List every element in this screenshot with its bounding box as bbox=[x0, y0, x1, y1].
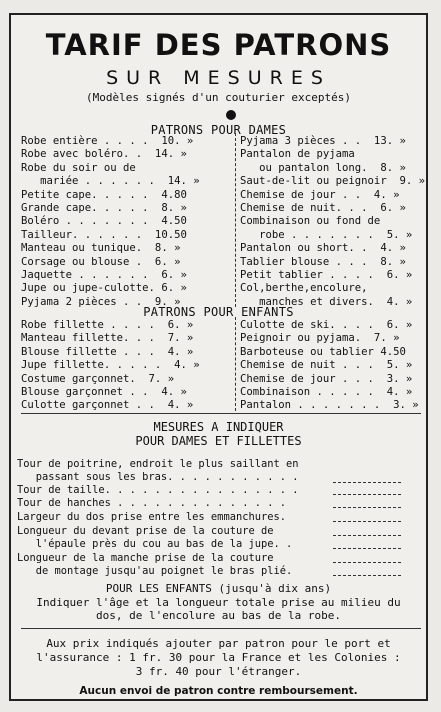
price-row: Petit tablier . . . . 6. » bbox=[240, 269, 413, 281]
page-subtitle: SUR MESURES bbox=[106, 67, 331, 89]
price-row: Robe du soir ou de bbox=[21, 161, 136, 174]
price-row: Combinaison . . . . . 4. » bbox=[240, 386, 413, 398]
port-text-1: Aux prix indiqués ajouter par patron pour le port et bbox=[46, 637, 391, 650]
measure-blank-line bbox=[333, 507, 401, 508]
price-row: Manteau fillette. . . 7. » bbox=[21, 332, 194, 345]
price-row: Saut-de-lit ou peignoir 9. » bbox=[240, 175, 425, 188]
tarif-frame bbox=[9, 13, 428, 701]
price-row: Jaquette . . . . . . 6. » bbox=[21, 269, 187, 281]
remboursement-note: Aucun envoi de patron contre remboursement. bbox=[79, 685, 358, 697]
price-row: Culotte garçonnet . . 4. » bbox=[21, 399, 194, 412]
measure-blank-line bbox=[333, 548, 401, 549]
mesure-line: Largeur du dos prise entre les emmanchures. bbox=[17, 511, 286, 523]
price-row: Pantalon ou short. . 4. » bbox=[240, 242, 406, 255]
price-row: Corsage ou blouse . 6. » bbox=[21, 255, 181, 268]
mesure-line: Tour de hanches . . . . . . . . . . . . . . bbox=[17, 497, 286, 509]
enfants-mesures-text-1: Indiquer l'âge et la longueur totale prise au milieu du bbox=[36, 596, 401, 609]
price-row: Blouse garçonnet . . 4. » bbox=[21, 386, 187, 398]
price-row: Jupe fillette. . . . . 4. » bbox=[21, 359, 200, 372]
price-row: Pyjama 2 pièces . . 9. » bbox=[21, 295, 181, 308]
section-divider bbox=[21, 413, 421, 414]
column-divider bbox=[235, 133, 236, 307]
mesure-line: Tour de taille. . . . . . . . . . . . . . . . bbox=[17, 484, 299, 496]
enfants-mesures-text-2: dos, de l'encolure au bas de la robe. bbox=[95, 609, 342, 622]
measure-blank-line bbox=[333, 494, 401, 495]
price-row: Chemise de jour . . 4. » bbox=[240, 188, 400, 201]
exception-note: (Modèles signés d'un couturier exceptés) bbox=[86, 91, 351, 104]
price-row: Robe avec boléro. . 14. » bbox=[21, 148, 187, 161]
mesure-line: passant sous les bras. . . . . . . . . . . bbox=[17, 471, 299, 483]
section-divider bbox=[21, 628, 421, 629]
price-row: Culotte de ski. . . . 6. » bbox=[240, 319, 413, 331]
measure-blank-line bbox=[333, 535, 401, 536]
mesures-heading: MESURES A INDIQUER bbox=[153, 420, 284, 434]
price-row: Tablier blouse . . . 8. » bbox=[240, 255, 406, 268]
mesure-line: Longueur du devant prise de la couture de bbox=[17, 525, 274, 537]
price-row: Col,berthe,encolure, bbox=[240, 282, 368, 295]
price-row: Grande cape. . . . . 8. » bbox=[21, 202, 187, 214]
enfants-mesures-heading: POUR LES ENFANTS (jusqu'à dix ans) bbox=[105, 582, 332, 595]
price-row: Petite cape. . . . . 4.80 bbox=[21, 188, 187, 201]
mesure-line: Longueur de la manche prise de la couture bbox=[17, 552, 274, 564]
price-row: Boléro . . . . . . . 4.50 bbox=[21, 215, 187, 228]
mesure-line: de montage jusqu'au poignet le bras plié. bbox=[17, 565, 293, 577]
bullet-dot-icon bbox=[226, 110, 236, 120]
price-row: manches et divers. 4. » bbox=[240, 295, 413, 308]
price-row: Blouse fillette . . . 4. » bbox=[21, 345, 194, 358]
price-row: mariée . . . . . . 14. » bbox=[21, 175, 200, 188]
port-text-3: 3 fr. 40 pour l'étranger. bbox=[135, 665, 302, 678]
price-row: Tailleur. . . . . . 10.50 bbox=[21, 228, 187, 241]
section-heading-enfants: PATRONS POUR ENFANTS bbox=[143, 305, 294, 319]
measure-blank-line bbox=[333, 521, 401, 522]
measure-blank-line bbox=[333, 482, 401, 483]
price-row: ou pantalon long. 8. » bbox=[240, 161, 406, 174]
mesure-line: l'épaule près du cou au bas de la jupe. . bbox=[17, 538, 293, 550]
price-row: Chemise de nuit . . . 5. » bbox=[240, 359, 413, 372]
page-title: TARIF DES PATRONS bbox=[45, 28, 392, 62]
measure-blank-line bbox=[333, 575, 401, 576]
port-text-2: l'assurance : 1 fr. 30 pour la France et les Colonies : bbox=[36, 651, 401, 664]
price-row: robe . . . . . . . 5. » bbox=[240, 228, 413, 241]
price-row: Pantalon . . . . . . . 3. » bbox=[240, 399, 419, 412]
price-row: Barboteuse ou tablier 4.50 bbox=[240, 345, 406, 358]
price-row: Chemise de nuit. . . 6. » bbox=[240, 202, 406, 214]
mesures-subheading: POUR DAMES ET FILLETTES bbox=[135, 434, 302, 448]
price-row: Combinaison ou fond de bbox=[240, 215, 381, 228]
price-row: Robe entière . . . . 10. » bbox=[21, 135, 194, 147]
price-row: Chemise de jour . . . 3. » bbox=[240, 372, 413, 385]
price-row: Manteau ou tunique. 8. » bbox=[21, 242, 181, 255]
mesure-line: Tour de poitrine, endroit le plus saillant en bbox=[17, 458, 299, 470]
measure-blank-line bbox=[333, 562, 401, 563]
price-row: Jupe ou jupe-culotte. 6. » bbox=[21, 282, 187, 295]
price-row: Costume garçonnet. 7. » bbox=[21, 372, 175, 385]
section-heading-dames: PATRONS POUR DAMES bbox=[150, 123, 287, 137]
price-row: Pantalon de pyjama bbox=[240, 148, 355, 161]
price-row: Peignoir ou pyjama. 7. » bbox=[240, 332, 400, 345]
column-divider bbox=[235, 317, 236, 411]
price-row: Robe fillette . . . . 6. » bbox=[21, 319, 194, 331]
price-row: Pyjama 3 pièces . . 13. » bbox=[240, 135, 406, 147]
